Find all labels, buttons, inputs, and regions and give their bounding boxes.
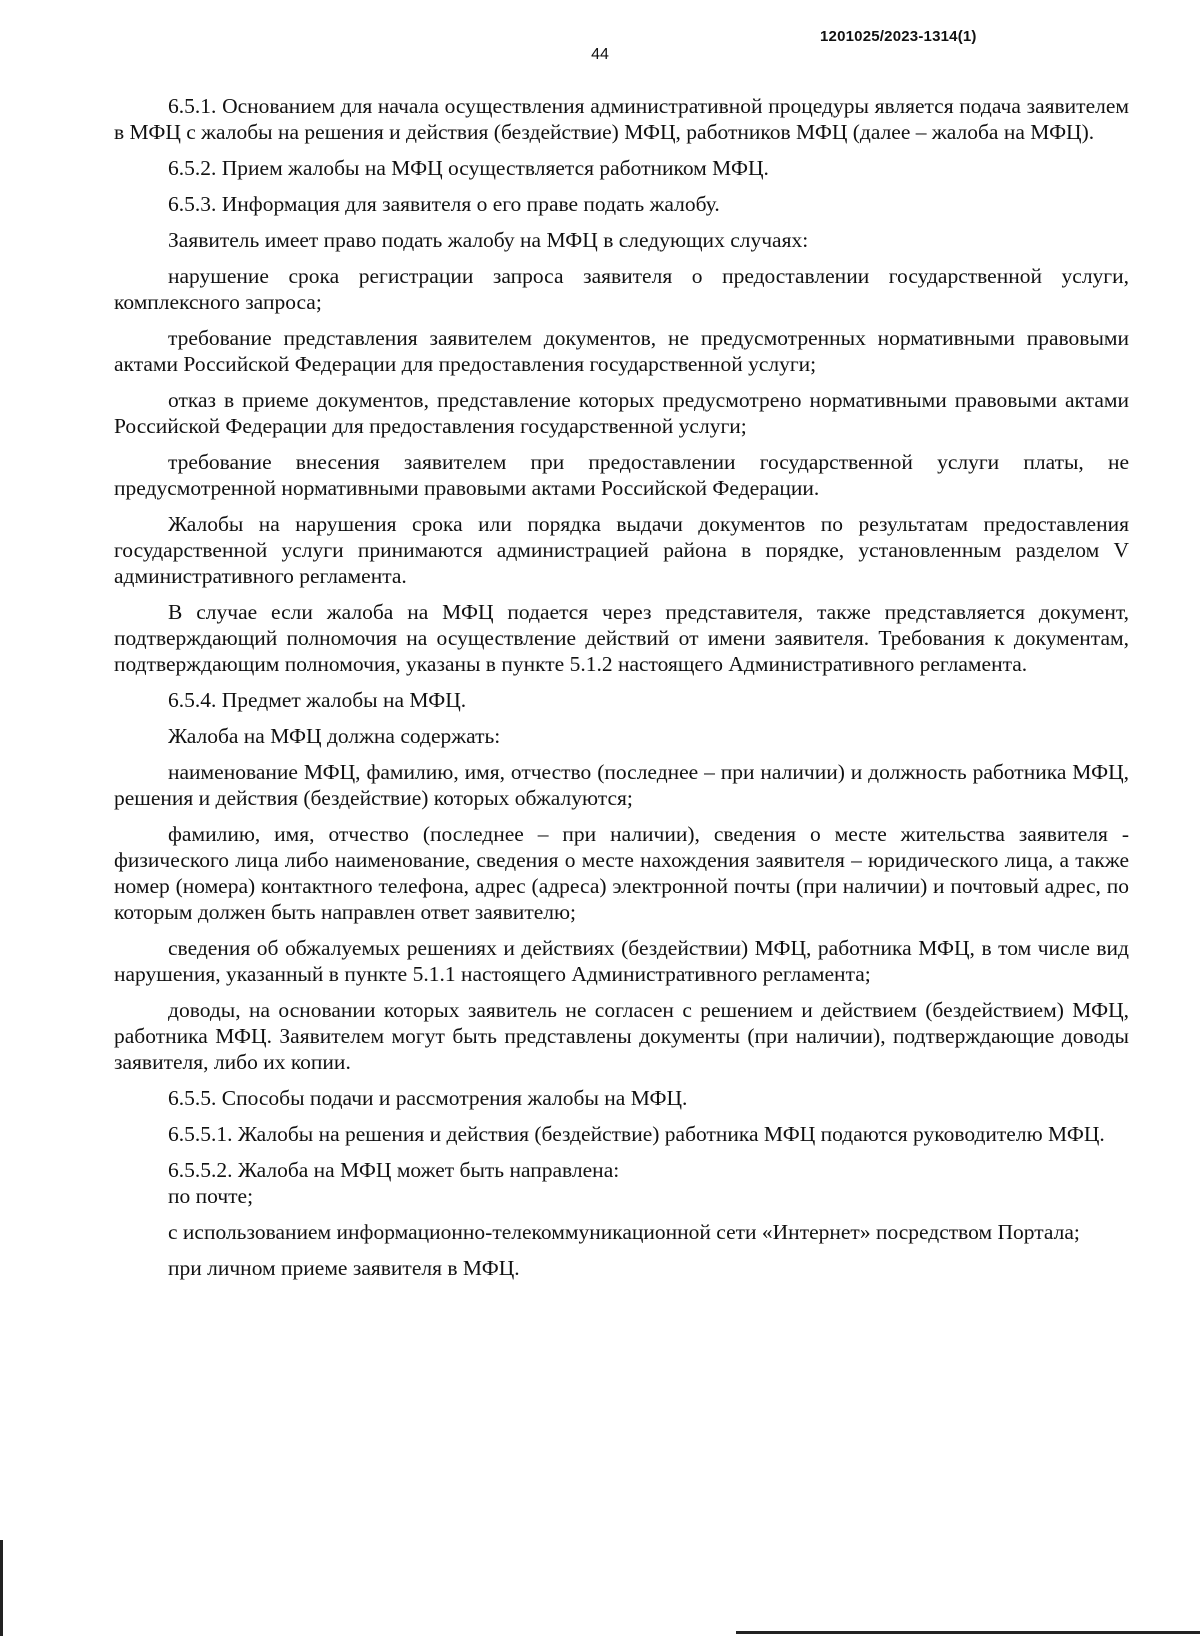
paragraph: по почте;: [168, 1184, 254, 1208]
paragraph: 6.5.4. Предмет жалобы на МФЦ.: [168, 688, 467, 712]
paragraph: требование представления заявителем документов, не предусмотренных нормативными правовыми актами Российской Федерации для предоставления государственной услуги;: [114, 326, 1129, 376]
paragraph: сведения об обжалуемых решениях и действиях (бездействии) МФЦ, работника МФЦ, в том числе вид нарушения, указанный в пункте 5.1.1 настоящего Административного регламента;: [114, 936, 1129, 986]
paragraph: наименование МФЦ, фамилию, имя, отчество (последнее – при наличии) и должность работника МФЦ, решения и действия (бездействие) которых обжалуются;: [114, 760, 1129, 810]
paragraph: 6.5.5.1. Жалобы на решения и действия (бездействие) работника МФЦ подаются руководителю МФЦ.: [168, 1122, 1105, 1146]
scan-edge-line-left: [0, 1540, 3, 1636]
paragraph: отказ в приеме документов, представление которых предусмотрено нормативными правовыми актами Российской Федерации для предоставления государственной услуги;: [114, 388, 1129, 438]
paragraph: фамилию, имя, отчество (последнее – при наличии), сведения о месте жительства заявителя - физического лица либо наименование, сведения о месте нахождения заявителя – юридического лица, а также номер (номера) контактного телефона, адрес (адреса) электронной почты (при наличии) и почтовый адрес, по которым должен быть направлен ответ заявителю;: [114, 822, 1129, 924]
paragraph: с использованием информационно-телекоммуникационной сети «Интернет» посредством Портала;: [168, 1220, 1080, 1244]
document-id: 1201025/2023-1314(1): [820, 28, 977, 45]
paragraph: Жалобы на нарушения срока или порядка выдачи документов по результатам предоставления государственной услуги принимаются администрацией района в порядке, установленным разделом V административного регламента.: [114, 512, 1129, 588]
paragraph: 6.5.5.2. Жалоба на МФЦ может быть направлена:: [168, 1158, 620, 1182]
paragraph: 6.5.2. Прием жалобы на МФЦ осуществляется работником МФЦ.: [168, 156, 769, 180]
paragraph: 6.5.3. Информация для заявителя о его праве подать жалобу.: [168, 192, 720, 216]
paragraph: нарушение срока регистрации запроса заявителя о предоставлении государственной услуги, комплексного запроса;: [114, 264, 1129, 314]
paragraph: Жалоба на МФЦ должна содержать:: [168, 724, 501, 748]
scan-edge-line-bottom: [736, 1631, 1200, 1634]
document-body: [114, 93, 1129, 1291]
paragraph: Заявитель имеет право подать жалобу на МФЦ в следующих случаях:: [168, 228, 809, 252]
paragraph: 6.5.1. Основанием для начала осуществления административной процедуры является подача заявителем в МФЦ с жалобы на решения и действия (бездействие) МФЦ, работников МФЦ (далее – жалоба на МФЦ).: [114, 94, 1129, 144]
paragraph: В случае если жалоба на МФЦ подается через представителя, также представляется документ, подтверждающий полномочия на осуществление действий от имени заявителя. Требования к документам, подтверждающим полномочия, указаны в пункте 5.1.2 настоящего Административного регламента.: [114, 600, 1129, 676]
paragraph: при личном приеме заявителя в МФЦ.: [168, 1256, 520, 1280]
paragraph: доводы, на основании которых заявитель не согласен с решением и действием (бездействием) МФЦ, работника МФЦ. Заявителем могут быть представлены документы (при наличии), подтверждающие доводы заявителя, либо их копии.: [114, 998, 1129, 1074]
page-number: 44: [591, 46, 609, 63]
paragraph: 6.5.5. Способы подачи и рассмотрения жалобы на МФЦ.: [168, 1086, 688, 1110]
paragraph: требование внесения заявителем при предоставлении государственной услуги платы, не предусмотренной нормативными правовыми актами Российской Федерации.: [114, 450, 1129, 500]
